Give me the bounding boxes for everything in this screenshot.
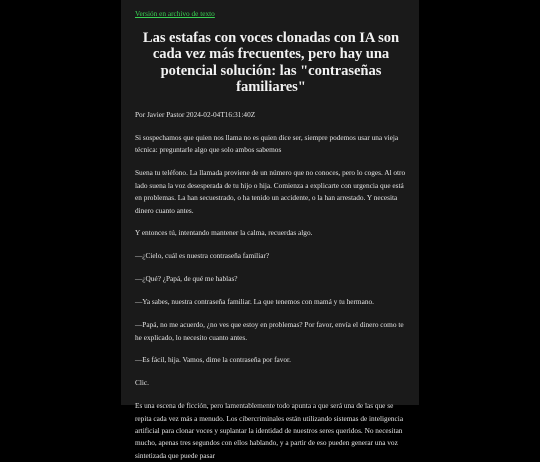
article-paragraph: Clic. <box>135 378 149 388</box>
dialogue-line: —Papá, no me acuerdo, ¿no ves que estoy en problemas? Por favor, envía el dinero como te he explicado, lo necesito cuanto antes. <box>135 320 404 342</box>
article-title: Las estafas con voces clonadas con IA son cada vez más frecuentes, pero hay una potencial solución: las "contraseñas familiares" <box>142 30 400 96</box>
dialogue-line: —¿Cielo, cuál es nuestra contraseña familiar? <box>135 251 270 261</box>
article-byline: Por Javier Pastor 2024-02-04T16:31:40Z <box>135 109 256 119</box>
dialogue-line: —¿Qué? ¿Papá, de qué me hablas? <box>135 274 238 284</box>
article-paragraph: Y entonces tú, intentando mantener la calma, recuerdas algo. <box>135 228 313 238</box>
dialogue-line: —Ya sabes, nuestra contraseña familiar. La que tenemos con mamá y tu hermano. <box>135 297 374 307</box>
text-version-link[interactable]: Versión en archivo de texto <box>135 9 215 18</box>
article-content <box>135 8 407 462</box>
dialogue-line: —Es fácil, hija. Vamos, dime la contraseña por favor. <box>135 355 291 365</box>
article-paragraph: Es una escena de ficción, pero lamentablemente todo apunta a que será una de las que se repita cada vez más a menudo. Los cibercriminales están utilizando sistemas de inteligencia artificial para clonar voces y suplantar la identidad de nuestros seres queridos. No necesitan mucho, apenas tres segundos con ellos hablando, y a partir de eso pueden generar una voz sintetizada que puede pasar <box>135 401 404 460</box>
article-paragraph: Suena tu teléfono. La llamada proviene de un número que no conoces, pero lo coges. Al otro lado suena la voz desesperada de tu hijo o hija. Comienza a explicarte con urgencia que está en problemas. La han secuestrado, o ha tenido un accidente, o la han arrestado. Y necesita dinero cuanto antes. <box>135 168 406 215</box>
article-subtitle: Si sospechamos que quien nos llama no es quien dice ser, siempre podemos usar una vieja técnica: preguntarle algo que solo ambos sabemos <box>135 133 399 155</box>
article-page <box>121 0 419 460</box>
